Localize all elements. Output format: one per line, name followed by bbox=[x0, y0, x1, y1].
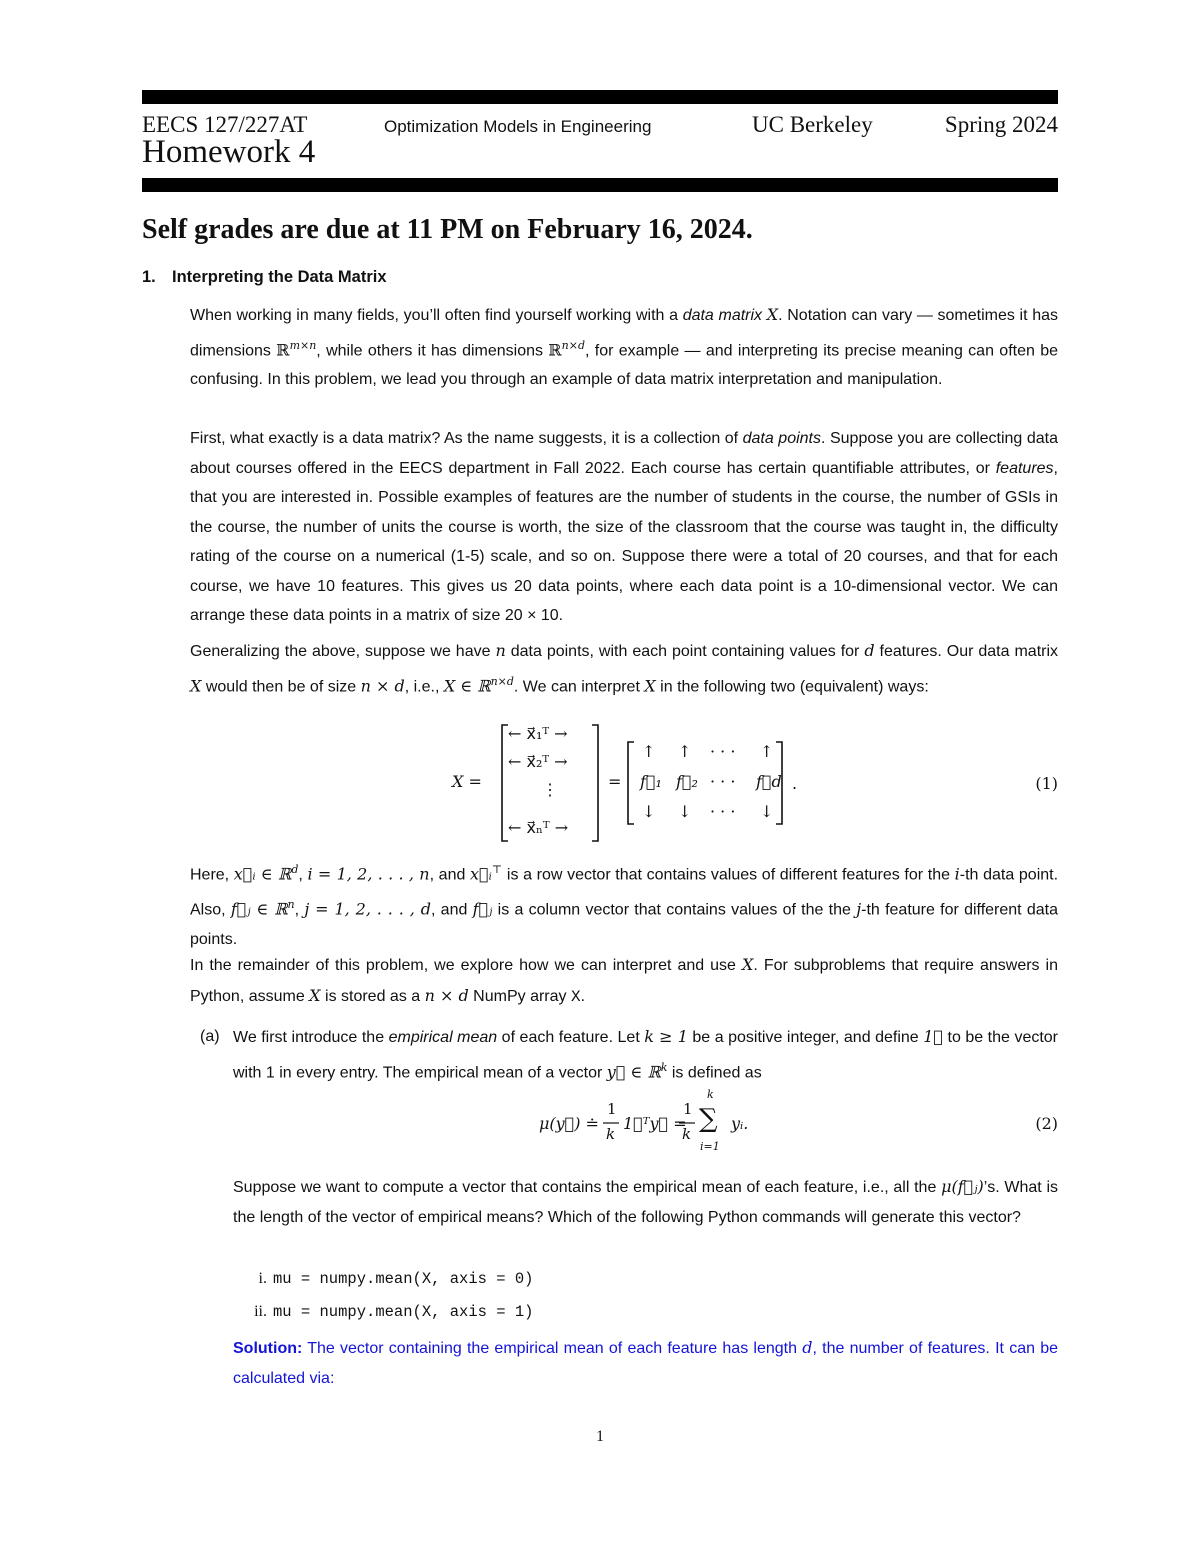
math: f⃗ⱼ ∈ ℝ bbox=[230, 899, 288, 919]
text: We first introduce the bbox=[233, 1029, 389, 1046]
subproblem-a-text bbox=[233, 1022, 1058, 1087]
math: i bbox=[954, 864, 960, 884]
text: to be the vector with 1 in every entry. The empirical mean of a vector bbox=[233, 1029, 1059, 1081]
option-label: ii. bbox=[254, 1303, 267, 1320]
math: X ∈ ℝ bbox=[443, 675, 491, 695]
text: , while others it has dimensions bbox=[316, 341, 549, 359]
text: , and bbox=[430, 901, 473, 919]
equation-1 bbox=[190, 722, 1058, 844]
math-sup: n×d bbox=[490, 674, 514, 688]
math: n bbox=[495, 641, 506, 660]
text: Suppose we want to compute a vector that contains the empirical mean of each feature, i.e., all the bbox=[233, 1179, 942, 1196]
subproblem-a bbox=[200, 1022, 1058, 1087]
math: x⃗ᵢ bbox=[470, 864, 492, 884]
eq2-frac2-den: k bbox=[682, 1125, 692, 1143]
math: X bbox=[309, 985, 321, 1005]
eq2-frac2-bar bbox=[679, 1122, 695, 1124]
header-rule-top bbox=[142, 90, 1058, 104]
eq2-sum-symbol: ∑ bbox=[699, 1104, 718, 1134]
math: k ≥ 1 bbox=[644, 1027, 688, 1046]
math: ℝ bbox=[548, 339, 562, 359]
text: is defined as bbox=[667, 1063, 762, 1081]
text: , for example — and interpreting its precise meaning can often be confusing. In this problem, we lead you through an example of data matrix interpretation and manipulation. bbox=[190, 341, 1059, 389]
text: ’s. What is the length of the vector of empirical means? Which of the following Python commands will generate this vector? bbox=[233, 1179, 1058, 1226]
math: 1⃗ bbox=[923, 1027, 943, 1046]
row-vector-n: ← x⃗ₙᵀ → bbox=[508, 818, 569, 837]
row-vdots: ⋮ bbox=[542, 780, 558, 799]
math-sup: m×n bbox=[289, 338, 317, 352]
paragraph-question bbox=[233, 1172, 1058, 1232]
col-bot-d: ↓ bbox=[760, 802, 774, 821]
text: , i.e., bbox=[404, 677, 444, 695]
math-sup: d bbox=[291, 863, 299, 876]
col-mid-dots: · · · bbox=[710, 772, 736, 791]
text: . We can interpret bbox=[513, 677, 645, 695]
course-title: Optimization Models in Engineering bbox=[384, 117, 652, 136]
option-code: mu = numpy.mean(X, axis = 1) bbox=[273, 1303, 534, 1321]
text: In the remainder of this problem, we explore how we can interpret and use bbox=[190, 957, 742, 974]
text: , that you are interested in. Possible examples of features are the number of students in the course, the number of GSIs in the course, the number of units the course is worth, the size of the classroom that the course was taught in, the difficulty rating of the course on a numerical (1-5) scale, and so on. Suppose there were a total of 20 courses, and that for each course, we have 10 features. This gives us 20 data points, where each data point is a 10-dimensional vector. We can arrange these data points in a matrix of size 20 × 10. bbox=[190, 459, 1058, 624]
term: Spring 2024 bbox=[944, 112, 1058, 137]
row-vector-2: ← x⃗₂ᵀ → bbox=[508, 752, 568, 771]
math: n × d bbox=[424, 985, 469, 1005]
text: -th feature for different data points. bbox=[190, 901, 1059, 948]
eq2-sum-lower: i=1 bbox=[700, 1140, 720, 1153]
text: , bbox=[294, 901, 305, 919]
col-bot-2: ↓ bbox=[678, 802, 692, 821]
eq1-lhs: X = bbox=[452, 772, 482, 791]
text: is stored as a bbox=[320, 987, 425, 1005]
text: The vector containing the empirical mean of each feature has length bbox=[302, 1340, 803, 1357]
text: is a row vector that contains values of different features for the bbox=[502, 866, 955, 884]
text: . Suppose you are collecting data about courses offered in the EECS department in Fall 2022. Each course has certain quantifiable attributes, or bbox=[190, 430, 1058, 477]
math: X bbox=[644, 675, 656, 695]
eq2-middle: 1⃗ᵀy⃗ = bbox=[623, 1114, 687, 1133]
eq2-lhs: μ(y⃗) ≐ bbox=[539, 1114, 600, 1133]
paragraph-here bbox=[190, 855, 1058, 954]
math: ℝ bbox=[276, 339, 290, 359]
equation-number-1: (1) bbox=[1035, 774, 1058, 793]
homework-title: Homework 4 bbox=[142, 134, 316, 170]
text: of each feature. Let bbox=[497, 1029, 645, 1046]
paragraph-intro bbox=[190, 300, 1058, 395]
math: n × d bbox=[360, 675, 405, 695]
col-top-dots: · · · bbox=[710, 742, 736, 761]
school-name: UC Berkeley bbox=[752, 112, 873, 137]
paragraph-generalizing bbox=[190, 636, 1058, 701]
option-label: i. bbox=[258, 1270, 267, 1287]
text: . For subproblems that require answers in Python, assume bbox=[190, 957, 1059, 1005]
math: X bbox=[190, 675, 202, 695]
math: y⃗ ∈ ℝ bbox=[606, 1061, 661, 1081]
math: μ(f⃗ⱼ) bbox=[941, 1177, 984, 1196]
subproblem-label: (a) bbox=[200, 1028, 220, 1045]
text: When working in many fields, you’ll often find yourself working with a bbox=[190, 307, 683, 324]
text: , the number of features. It can be calculated via: bbox=[233, 1340, 1058, 1387]
eq1-period: . bbox=[792, 774, 798, 793]
paragraph-remainder bbox=[190, 950, 1058, 1012]
col-feature-1: f⃗₁ bbox=[640, 772, 662, 791]
text: is a column vector that contains values of the the bbox=[492, 901, 857, 919]
page-number: 1 bbox=[596, 1428, 604, 1445]
text: features. Our data matrix bbox=[874, 643, 1059, 660]
math-sup: k bbox=[660, 1060, 668, 1074]
col-top-1: ↑ bbox=[642, 742, 656, 761]
math: d bbox=[802, 1338, 813, 1357]
problem-number: 1. bbox=[142, 268, 156, 286]
col-top-2: ↑ bbox=[678, 742, 692, 761]
text: NumPy array bbox=[468, 987, 571, 1005]
math: j bbox=[856, 899, 862, 919]
emph-text: empirical mean bbox=[388, 1029, 498, 1046]
problem-title: Interpreting the Data Matrix bbox=[172, 268, 387, 286]
option-code: mu = numpy.mean(X, axis = 0) bbox=[273, 1270, 534, 1288]
text: , bbox=[298, 866, 308, 884]
text: Generalizing the above, suppose we have bbox=[190, 643, 496, 660]
math: i = 1, 2, . . . , n bbox=[307, 864, 430, 884]
row-vector-1: ← x⃗₁ᵀ → bbox=[508, 724, 568, 743]
text: . bbox=[580, 987, 586, 1005]
text: Here, bbox=[190, 866, 234, 884]
eq2-sum-upper: k bbox=[707, 1088, 714, 1101]
col-bot-dots: · · · bbox=[710, 802, 736, 821]
equation-2 bbox=[233, 1088, 1058, 1156]
math-sup: n bbox=[287, 897, 295, 911]
math-sup: ⊤ bbox=[491, 863, 503, 876]
eq2-frac1-den: k bbox=[606, 1125, 616, 1143]
text: . Notation can vary — sometimes it has dimensions bbox=[190, 307, 1059, 359]
eq1-equals: = bbox=[608, 772, 622, 791]
text: , and bbox=[429, 866, 471, 884]
math: j = 1, 2, . . . , d bbox=[304, 899, 431, 919]
emph-text: data matrix bbox=[682, 307, 763, 324]
math: x⃗ᵢ ∈ ℝ bbox=[233, 864, 292, 884]
emph-text: data points bbox=[742, 430, 821, 447]
text: in the following two (equivalent) ways: bbox=[655, 677, 929, 695]
eq2-frac1-num: 1 bbox=[607, 1100, 617, 1118]
col-feature-d: f⃗d bbox=[756, 772, 782, 791]
emph-text: features bbox=[995, 459, 1054, 477]
solution-label: Solution: bbox=[233, 1340, 303, 1357]
text: be a positive integer, and define bbox=[687, 1029, 924, 1046]
solution-block bbox=[233, 1333, 1058, 1393]
text: would then be of size bbox=[201, 677, 361, 695]
course-code: EECS 127/227AT bbox=[142, 112, 308, 137]
math: f⃗ⱼ bbox=[472, 899, 493, 919]
col-bot-1: ↓ bbox=[642, 802, 656, 821]
equation-number-2: (2) bbox=[1035, 1114, 1058, 1133]
text: First, what exactly is a data matrix? As the name suggests, it is a collection of bbox=[190, 430, 743, 447]
eq2-frac2-num: 1 bbox=[683, 1100, 693, 1118]
math: d bbox=[864, 641, 875, 660]
col-top-d: ↑ bbox=[760, 742, 774, 761]
math-sup: n×d bbox=[561, 338, 585, 352]
code-inline: X bbox=[570, 987, 581, 1006]
due-line: Self grades are due at 11 PM on February 16, 2024. bbox=[142, 214, 753, 245]
col-feature-2: f⃗₂ bbox=[676, 772, 698, 791]
math: X bbox=[741, 955, 754, 974]
eq2-frac1-bar bbox=[603, 1122, 619, 1124]
header-rule-bottom bbox=[142, 178, 1058, 192]
text: -th data point. Also, bbox=[190, 866, 1059, 919]
option-ii bbox=[233, 1303, 533, 1321]
text: data points, with each point containing values for bbox=[505, 643, 865, 660]
problem-heading bbox=[142, 268, 387, 287]
paragraph-data-points bbox=[190, 424, 1058, 631]
option-i bbox=[233, 1270, 533, 1288]
math: X bbox=[766, 305, 779, 324]
eq2-term: yᵢ. bbox=[731, 1114, 749, 1133]
